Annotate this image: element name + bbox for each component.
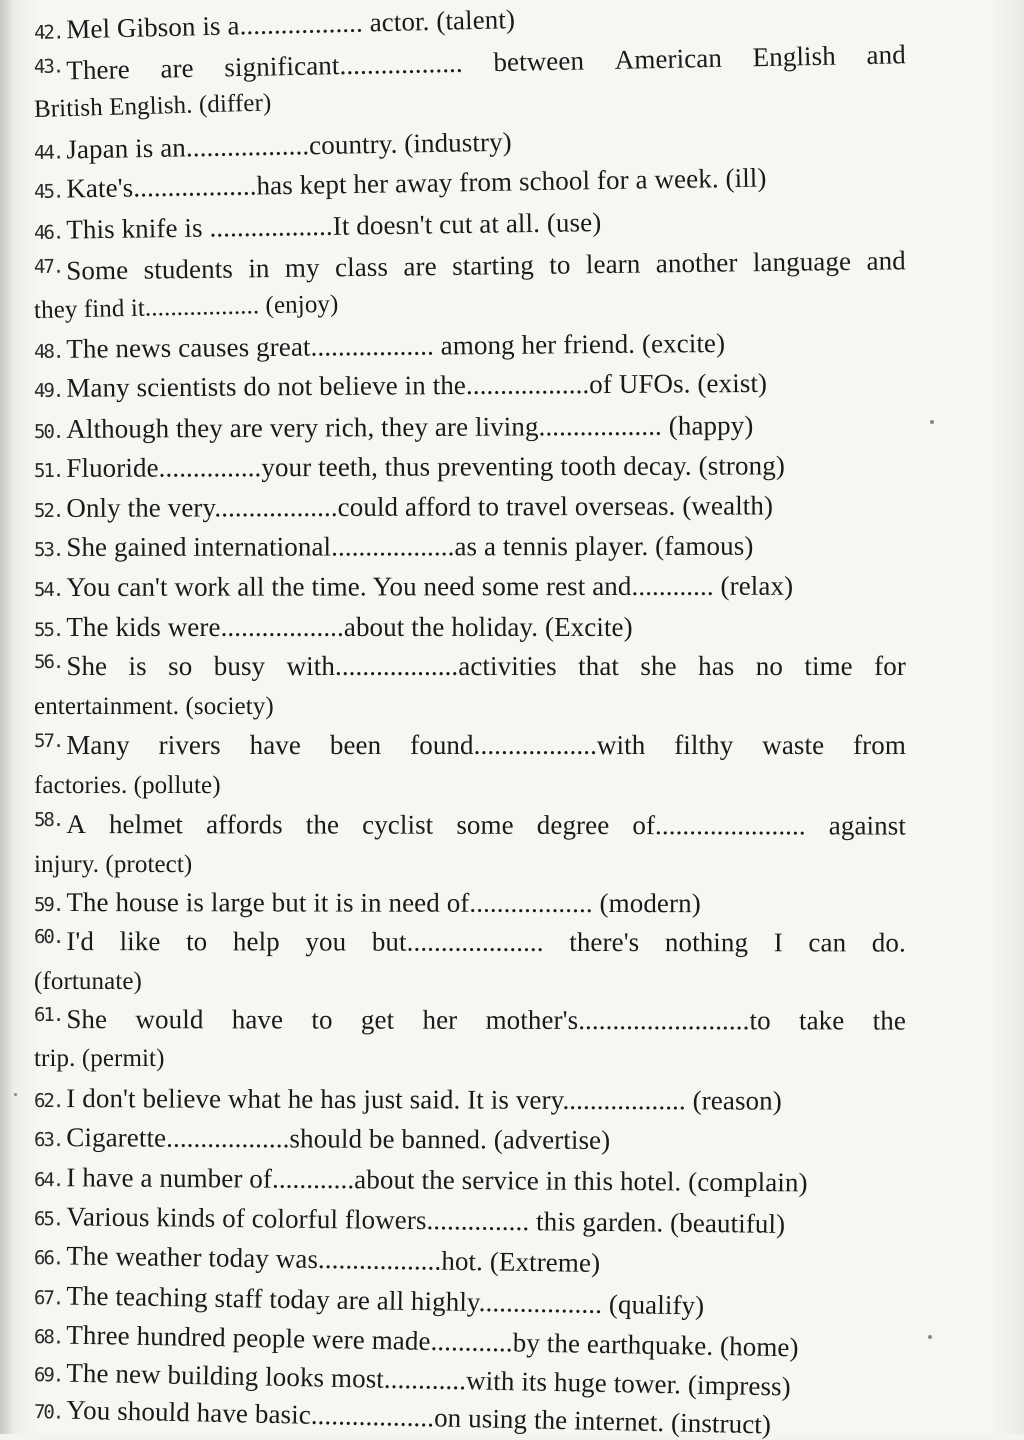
item-number: 48. bbox=[33, 340, 63, 363]
exercise-item bbox=[34, 926, 906, 959]
word: you bbox=[305, 926, 347, 957]
word: in bbox=[248, 253, 270, 284]
item-sentence: The weather today was..................hot. (Extreme) bbox=[66, 1240, 601, 1278]
word: against bbox=[828, 810, 907, 841]
continuation-text: British English. (differ) bbox=[33, 89, 272, 123]
exercise-item bbox=[34, 1162, 808, 1198]
exercise-item bbox=[34, 39, 906, 87]
item-number: 62. bbox=[33, 1090, 63, 1113]
exercise-item bbox=[34, 1357, 791, 1403]
exercise-item bbox=[34, 531, 753, 563]
exercise-item bbox=[34, 1004, 906, 1037]
word: nothing bbox=[664, 927, 749, 958]
scan-speck bbox=[928, 1335, 932, 1339]
word: filthy bbox=[674, 730, 734, 760]
item-sentence bbox=[66, 651, 906, 682]
word: to bbox=[549, 249, 571, 280]
item-sentence: Kate's..................has kept her away from school for a week. (ill) bbox=[66, 162, 767, 204]
word: but.................... bbox=[371, 926, 544, 957]
scan-speck bbox=[14, 1093, 17, 1096]
exercise-item bbox=[34, 207, 602, 246]
item-number: 68. bbox=[33, 1326, 63, 1349]
word: is bbox=[128, 651, 147, 681]
item-sentence: Various kinds of colorful flowers............... this garden. (beautiful) bbox=[66, 1201, 786, 1239]
word: that bbox=[578, 651, 620, 681]
word: from bbox=[853, 730, 906, 760]
exercise-item bbox=[34, 368, 767, 404]
word: get bbox=[360, 1004, 395, 1035]
word: between bbox=[493, 45, 585, 78]
word: A bbox=[66, 809, 86, 840]
word: the bbox=[305, 809, 340, 840]
word: significant.................. bbox=[224, 47, 463, 83]
exercise-item bbox=[34, 245, 906, 287]
word: English bbox=[752, 40, 837, 73]
item-sentence bbox=[66, 809, 906, 841]
word: students bbox=[143, 253, 234, 285]
item-sentence: You can't work all the time. You need some rest and............ (relax) bbox=[66, 570, 794, 602]
item-sentence: Many scientists do not believe in the..................of UFOs. (exist) bbox=[66, 367, 768, 403]
exercise-item bbox=[34, 1319, 799, 1363]
word: have bbox=[231, 1004, 284, 1035]
word: another bbox=[655, 247, 738, 279]
word: busy bbox=[213, 651, 266, 681]
word: found..................with bbox=[410, 730, 646, 760]
word: some bbox=[456, 809, 514, 840]
exercise-item bbox=[34, 490, 773, 524]
exercise-item bbox=[34, 1280, 705, 1322]
item-sentence: The teaching staff today are all highly.................. (qualify) bbox=[66, 1280, 705, 1321]
continuation-text: (fortunate) bbox=[34, 968, 142, 995]
item-sentence: The news causes great.................. among her friend. (excite) bbox=[66, 327, 726, 364]
word: no bbox=[755, 651, 783, 681]
item-sentence bbox=[66, 1004, 906, 1036]
item-number: 59. bbox=[33, 894, 63, 917]
item-number: 57. bbox=[34, 730, 63, 752]
item-number: 47. bbox=[33, 255, 63, 278]
exercise-line-continuation bbox=[34, 690, 274, 721]
word: been bbox=[329, 730, 382, 760]
word: do. bbox=[871, 927, 906, 958]
word: helmet bbox=[108, 809, 184, 840]
word: cyclist bbox=[362, 809, 434, 840]
item-number: 44. bbox=[33, 141, 63, 164]
exercise-item bbox=[34, 4, 516, 46]
word: like bbox=[119, 926, 161, 957]
word: can bbox=[808, 927, 847, 958]
exercise-line-continuation bbox=[34, 769, 221, 800]
justified-row bbox=[34, 651, 906, 682]
item-number: 46. bbox=[33, 221, 63, 244]
item-sentence: Although they are very rich, they are living.................. (happy) bbox=[66, 410, 754, 444]
item-number: 52. bbox=[33, 499, 63, 522]
item-sentence bbox=[66, 926, 906, 958]
justified-row bbox=[34, 1004, 906, 1037]
word: I'd bbox=[66, 926, 95, 957]
exercise-item bbox=[34, 127, 512, 166]
word: and bbox=[866, 245, 906, 276]
item-number: 53. bbox=[33, 538, 63, 561]
word: language bbox=[752, 246, 852, 278]
item-number: 60. bbox=[33, 926, 63, 949]
item-sentence: Japan is an..................country. (industry) bbox=[66, 126, 512, 165]
word: and bbox=[866, 39, 907, 71]
word: her bbox=[422, 1004, 458, 1035]
item-number: 64. bbox=[33, 1169, 63, 1192]
item-number: 56. bbox=[34, 651, 63, 673]
justified-row bbox=[34, 809, 906, 842]
exercise-item bbox=[34, 450, 785, 484]
item-sentence: Only the very..................could afford to travel overseas. (wealth) bbox=[66, 490, 774, 523]
word: She bbox=[66, 1004, 108, 1035]
item-number: 63. bbox=[33, 1129, 63, 1152]
word: American bbox=[614, 42, 723, 75]
item-sentence: This knife is ..................It doesn't cut at all. (use) bbox=[66, 207, 602, 245]
continuation-text: injury. (protect) bbox=[34, 851, 193, 878]
word: class bbox=[334, 251, 389, 283]
exercise-item bbox=[34, 571, 793, 603]
item-number: 66. bbox=[33, 1247, 63, 1270]
word: she bbox=[640, 651, 677, 681]
item-number: 51. bbox=[33, 459, 63, 482]
word: affords bbox=[206, 809, 283, 840]
justified-row bbox=[34, 245, 906, 287]
exercise-item bbox=[34, 651, 906, 682]
item-sentence: You should have basic..................on using the internet. (instruct) bbox=[66, 1394, 772, 1440]
continuation-text: factories. (pollute) bbox=[34, 772, 221, 799]
item-number: 65. bbox=[33, 1208, 63, 1231]
word: She bbox=[66, 651, 108, 681]
continuation-text: entertainment. (society) bbox=[34, 693, 274, 720]
exercise-item bbox=[34, 1201, 786, 1240]
word: help bbox=[232, 926, 280, 957]
item-number: 43. bbox=[33, 55, 63, 78]
page-binding-shadow bbox=[0, 0, 14, 1434]
item-sentence: The kids were..................about the holiday. (Excite) bbox=[66, 612, 633, 642]
item-number: 50. bbox=[33, 420, 63, 443]
word: with..................activities bbox=[286, 651, 557, 681]
word: rivers bbox=[158, 730, 221, 760]
item-number: 70. bbox=[33, 1401, 63, 1424]
exercise-item bbox=[34, 1122, 610, 1156]
item-number: 58. bbox=[33, 809, 63, 832]
word: There bbox=[66, 54, 131, 86]
exercise-item bbox=[34, 162, 767, 205]
word: the bbox=[872, 1005, 906, 1036]
word: learn bbox=[585, 248, 641, 280]
item-sentence: Fluoride...............your teeth, thus preventing tooth decay. (strong) bbox=[66, 450, 785, 483]
item-sentence: Three hundred people were made............by the earthquake. (home) bbox=[66, 1319, 799, 1363]
exercise-item bbox=[34, 1083, 782, 1117]
exercise-item bbox=[34, 730, 906, 761]
word: Some bbox=[66, 254, 129, 286]
word: would bbox=[135, 1004, 204, 1035]
item-sentence bbox=[66, 39, 906, 86]
word: my bbox=[284, 252, 320, 283]
word: Many bbox=[66, 730, 130, 760]
item-sentence bbox=[66, 245, 906, 286]
exercise-item bbox=[34, 809, 906, 842]
word: there's bbox=[569, 926, 640, 958]
item-sentence: Mel Gibson is a.................. actor. (talent) bbox=[65, 4, 516, 45]
word: waste bbox=[762, 730, 825, 760]
justified-row bbox=[34, 926, 906, 959]
item-sentence: I have a number of............about the service in this hotel. (complain) bbox=[66, 1162, 808, 1198]
continuation-text: they find it.................. (enjoy) bbox=[33, 290, 339, 324]
justified-row bbox=[34, 39, 906, 87]
exercise-item bbox=[34, 887, 701, 919]
scan-speck bbox=[930, 420, 934, 424]
word: degree bbox=[536, 809, 610, 841]
word: so bbox=[168, 651, 193, 681]
word: time bbox=[804, 651, 853, 681]
word: are bbox=[403, 251, 437, 282]
item-number: 55. bbox=[34, 619, 63, 641]
item-sentence: I don't believe what he has just said. It is very.................. (reason) bbox=[66, 1083, 782, 1116]
justified-row bbox=[34, 730, 906, 761]
item-sentence: The new building looks most............with its huge tower. (impress) bbox=[66, 1357, 792, 1402]
word: mother's.........................to bbox=[485, 1004, 771, 1036]
item-sentence: Cigarette..................should be banned. (advertise) bbox=[66, 1122, 611, 1156]
exercise-line-continuation bbox=[34, 86, 272, 124]
item-number: 67. bbox=[33, 1287, 63, 1310]
item-number: 54. bbox=[33, 578, 63, 601]
item-number: 42. bbox=[33, 21, 63, 44]
exercise-item bbox=[34, 1394, 772, 1440]
word: take bbox=[798, 1005, 845, 1036]
item-sentence bbox=[66, 730, 906, 761]
item-sentence: She gained international..................as a tennis player. (famous) bbox=[66, 530, 754, 562]
exercise-item bbox=[34, 1240, 601, 1279]
word: has bbox=[698, 651, 735, 681]
item-number: 61. bbox=[33, 1004, 63, 1027]
exercise-line-continuation bbox=[34, 848, 192, 879]
item-number: 49. bbox=[33, 379, 63, 402]
exercise-item bbox=[34, 410, 754, 445]
exercise-item bbox=[34, 612, 633, 643]
word: have bbox=[249, 730, 301, 760]
exercise-line-continuation bbox=[34, 288, 339, 325]
word: I bbox=[773, 927, 783, 958]
exercise-item bbox=[34, 328, 725, 365]
word: of...................... bbox=[632, 810, 806, 841]
item-sentence: The house is large but it is in need of.................. (modern) bbox=[66, 887, 701, 919]
word: for bbox=[874, 651, 906, 681]
exercise-line-continuation bbox=[34, 965, 142, 996]
word: are bbox=[160, 52, 194, 84]
item-number: 69. bbox=[33, 1364, 63, 1387]
item-number: 45. bbox=[33, 180, 63, 203]
word: to bbox=[311, 1004, 333, 1035]
word: starting bbox=[451, 249, 535, 281]
exercise-line-continuation bbox=[34, 1042, 165, 1073]
word: to bbox=[186, 926, 208, 957]
continuation-text: trip. (permit) bbox=[34, 1045, 165, 1072]
